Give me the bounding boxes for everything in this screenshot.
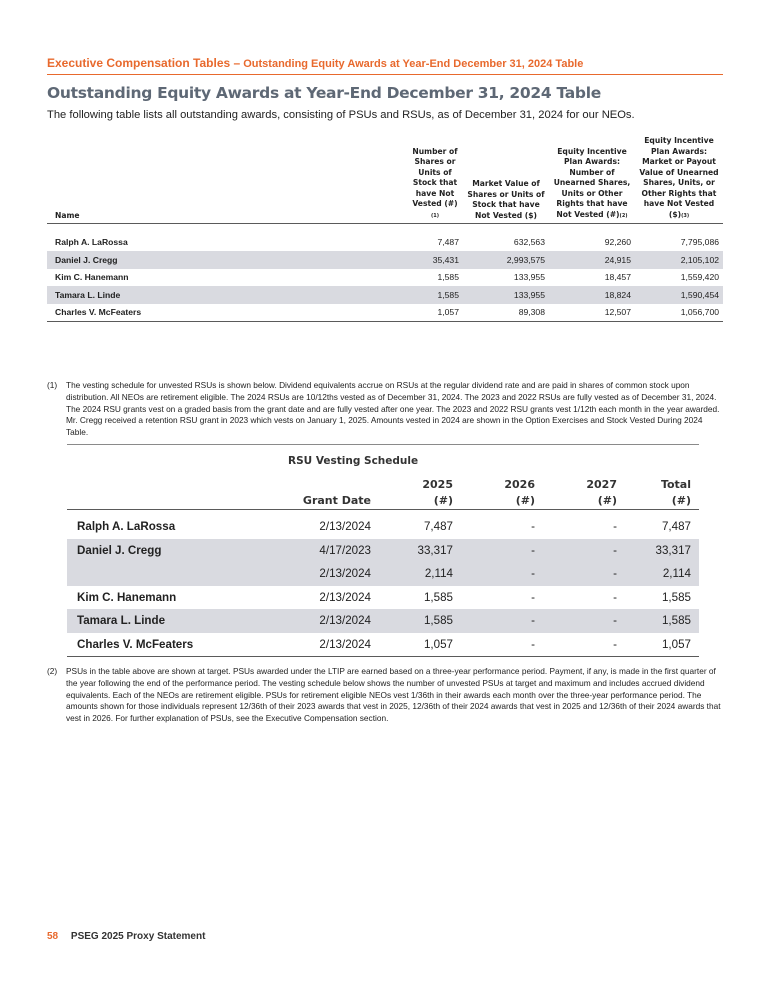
vest-2026: - bbox=[461, 562, 543, 586]
neo-name: Kim C. Hanemann bbox=[77, 590, 177, 604]
shares-value: 35,431 bbox=[407, 251, 463, 269]
vest-2025: 1,057 bbox=[379, 633, 461, 657]
vest-2026: - bbox=[461, 633, 543, 657]
market-value: 632,563 bbox=[513, 237, 545, 248]
intro-text: The following table lists all outstanding awards, consisting of PSUs and RSUs, as of December 31, 2024 for our NEOs. bbox=[47, 109, 635, 121]
table-row bbox=[67, 562, 699, 586]
page-footer bbox=[47, 931, 205, 942]
unit-label: (#) bbox=[379, 491, 461, 509]
neo-name: Charles V. McFeaters bbox=[67, 633, 279, 657]
payout-value: 1,056,700 bbox=[635, 304, 723, 322]
vest-2027: - bbox=[613, 520, 617, 534]
vest-2027: - bbox=[543, 562, 625, 586]
year-2027-header: 2027 bbox=[586, 478, 617, 491]
total-header: Total bbox=[660, 478, 691, 491]
grant-date: 2/13/2024 bbox=[279, 633, 379, 657]
vest-2027: - bbox=[543, 633, 625, 657]
page-number: 58 bbox=[47, 931, 59, 942]
table-row bbox=[47, 234, 723, 252]
table-row bbox=[47, 304, 723, 322]
vesting-title: RSU Vesting Schedule bbox=[288, 455, 419, 467]
vesting-header-row-units bbox=[67, 491, 699, 509]
shares-value: 1,585 bbox=[407, 286, 463, 304]
section-header bbox=[47, 56, 723, 75]
vest-2027: - bbox=[613, 590, 617, 604]
unearned-value: 18,824 bbox=[549, 286, 635, 304]
payout-value: 7,795,086 bbox=[680, 237, 719, 248]
vest-total: 1,585 bbox=[661, 590, 691, 604]
table-row bbox=[67, 586, 699, 610]
vest-2025: 1,585 bbox=[379, 609, 461, 633]
vest-2025: 33,317 bbox=[379, 539, 461, 563]
vesting-table bbox=[67, 473, 699, 657]
table-row bbox=[47, 286, 723, 304]
year-2025-header: 2025 bbox=[422, 478, 453, 491]
payout-value: 1,559,420 bbox=[680, 272, 719, 283]
table-header-row bbox=[47, 136, 723, 224]
market-value: 133,955 bbox=[513, 272, 545, 283]
document-name: PSEG 2025 Proxy Statement bbox=[70, 931, 206, 942]
page-title: Outstanding Equity Awards at Year-End December 31, 2024 Table bbox=[47, 84, 601, 102]
vest-total: 1,585 bbox=[625, 609, 699, 633]
unit-label: (#) bbox=[543, 491, 625, 509]
name-column-header: Name bbox=[47, 136, 407, 224]
vest-2026: - bbox=[531, 590, 535, 604]
shares-value: 1,585 bbox=[437, 272, 459, 283]
vest-2026: - bbox=[461, 539, 543, 563]
unit-label: (#) bbox=[461, 491, 543, 509]
vest-total: 1,057 bbox=[625, 633, 699, 657]
year-2026-header: 2026 bbox=[504, 478, 535, 491]
neo-name: Tamara L. Linde bbox=[47, 286, 407, 304]
table-row bbox=[67, 539, 699, 563]
grant-date-header: Grant Date bbox=[279, 491, 379, 509]
neo-name: Charles V. McFeaters bbox=[47, 304, 407, 322]
unearned-value: 24,915 bbox=[549, 251, 635, 269]
grant-date: 2/13/2024 bbox=[319, 590, 371, 604]
unearned-value: 12,507 bbox=[549, 304, 635, 322]
vest-2025: 7,487 bbox=[423, 520, 453, 534]
vest-total: 7,487 bbox=[661, 520, 691, 534]
outstanding-awards-table bbox=[47, 136, 723, 322]
payout-value: 1,590,454 bbox=[635, 286, 723, 304]
vest-2025: 2,114 bbox=[379, 562, 461, 586]
grant-date: 2/13/2024 bbox=[279, 562, 379, 586]
payout-column-header: Equity Incentive Plan Awards: Market or Payout Value of Unearned Shares, Units, or Other Rights that have Not Vested ($)(3) bbox=[635, 136, 723, 224]
shares-value: 1,057 bbox=[407, 304, 463, 322]
grant-date: 4/17/2023 bbox=[279, 539, 379, 563]
neo-name: Tamara L. Linde bbox=[67, 609, 279, 633]
neo-name: Kim C. Hanemann bbox=[55, 272, 129, 283]
table-row bbox=[47, 251, 723, 269]
footnote-number: (2) bbox=[47, 666, 58, 676]
vest-total: 2,114 bbox=[625, 562, 699, 586]
vest-2026: - bbox=[531, 520, 535, 534]
shares-column-header: Number of Shares or Units of Stock that have Not Vested (#)(1) bbox=[407, 136, 463, 224]
shares-value: 7,487 bbox=[437, 237, 459, 248]
footnote-1 bbox=[47, 380, 723, 439]
neo-name: Daniel J. Cregg bbox=[67, 539, 279, 563]
vest-2026: - bbox=[461, 609, 543, 633]
footnote-2 bbox=[47, 666, 723, 725]
unearned-value: 92,260 bbox=[604, 237, 631, 248]
neo-name: Ralph A. LaRossa bbox=[55, 237, 128, 248]
table-row bbox=[67, 609, 699, 633]
grant-date: 2/13/2024 bbox=[319, 520, 371, 534]
neo-name: Ralph A. LaRossa bbox=[77, 520, 176, 534]
section-subtitle: Outstanding Equity Awards at Year-End December 31, 2024 Table bbox=[243, 58, 584, 70]
table-row bbox=[67, 515, 699, 539]
grant-date: 2/13/2024 bbox=[279, 609, 379, 633]
vest-2025: 1,585 bbox=[423, 590, 453, 604]
unearned-value: 18,457 bbox=[604, 272, 631, 283]
unit-label: (#) bbox=[625, 491, 699, 509]
market-value-column-header: Market Value of Shares or Units of Stock that have Not Vested ($) bbox=[463, 136, 549, 224]
vest-2027: - bbox=[543, 539, 625, 563]
footnote-text: PSUs in the table above are shown at target. PSUs awarded under the LTIP are earned based on a three-year performance period. Payment, if any, is made in the first quarter of the year following the end of the performance period. The vesting schedule below shows the number of unvested PSUs at target and maximum and includes accrued dividend equivalents. Each of the NEOs are retirement eligible. PSUs for retirement eligible NEOs vest 1/36th in their awards each month over the three-year performance period. The amounts shown for those individuals represent 12/36th of their 2023 awards that vest in 2025, 12/36th of their 2024 awards that vest in 2025 and 12/36th of their 2024 awards that vest in 2026. For further explanation of PSUs, see the Executive Compensation section. bbox=[66, 666, 721, 724]
rsu-vesting-schedule bbox=[67, 444, 699, 651]
table-row bbox=[47, 269, 723, 287]
vesting-header-row-years bbox=[67, 473, 699, 491]
footnote-text: The vesting schedule for unvested RSUs is shown below. Dividend equivalents accrue on RSUs at the regular dividend rate and are paid in shares of common stock upon distribution. All NEOs are retirement eligible. The 2024 RSUs are 10/12ths vested as of December 31, 2024. The 2023 and 2022 RSUs are fully vested as of December 31, 2024. The 2024 RSU grants vest on a graded basis from the grant date and are fully vested after one year. The 2023 and 2022 RSU grants vest 1/12th each month in the year awarded. Mr. Cregg received a retention RSU grant in 2023 which vests on January 1, 2025. Amounts vested in 2024 are shown in the Option Exercises and Stock Vested During 2024 Table. bbox=[66, 380, 720, 438]
neo-name bbox=[67, 562, 279, 586]
payout-value: 2,105,102 bbox=[635, 251, 723, 269]
market-value: 2,993,575 bbox=[463, 251, 549, 269]
market-value: 89,308 bbox=[463, 304, 549, 322]
neo-name: Daniel J. Cregg bbox=[47, 251, 407, 269]
table-row bbox=[67, 633, 699, 657]
section-title: Executive Compensation Tables – bbox=[47, 56, 241, 70]
vest-2027: - bbox=[543, 609, 625, 633]
market-value: 133,955 bbox=[463, 286, 549, 304]
footnote-number: (1) bbox=[47, 380, 58, 390]
vest-total: 33,317 bbox=[625, 539, 699, 563]
unearned-column-header: Equity Incentive Plan Awards: Number of Unearned Shares, Units or Other Rights that have Not Vested (#)(2) bbox=[549, 136, 635, 224]
